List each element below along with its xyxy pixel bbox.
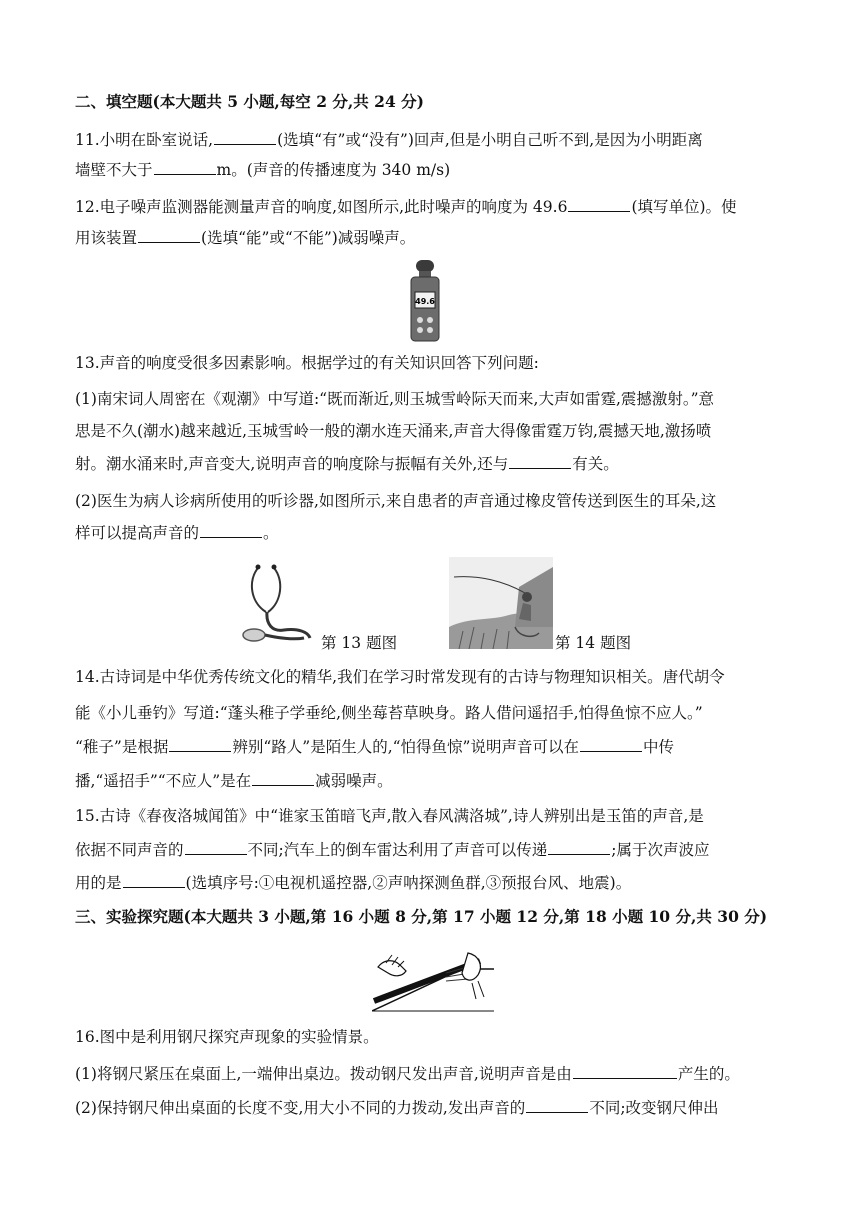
answer-blank[interactable]: [252, 771, 314, 786]
q14-line-4: 播,“遥招手”“不应人”是在 减弱噪声。: [75, 772, 393, 790]
answer-blank[interactable]: [214, 130, 276, 145]
steel-ruler-figure: [372, 943, 494, 1013]
section-2-title: 二、填空题(本大题共 5 小题,每空 2 分,共 24 分): [75, 92, 424, 111]
noise-meter-figure: [405, 258, 445, 344]
q16-intro: 16.图中是利用钢尺探究声现象的实验情景。: [75, 1028, 379, 1046]
answer-blank[interactable]: [580, 737, 642, 752]
q16-p1: (1)将钢尺紧压在桌面上,一端伸出桌边。拨动钢尺发出声音,说明声音是由 产生的。: [75, 1065, 740, 1083]
q15-line-1: 15.古诗《春夜洛城闻笛》中“谁家玉笛暗飞声,散入春风满洛城”,诗人辨别出是玉笛的声音,是: [75, 807, 704, 825]
answer-blank[interactable]: [154, 160, 216, 175]
fishing-child-figure: [449, 557, 553, 649]
q13-p2-line-2: 样可以提高声音的 。: [75, 524, 279, 542]
figure-13-caption: 第 13 题图: [321, 634, 398, 652]
answer-blank[interactable]: [123, 873, 185, 888]
q12-line-2: 用该装置 (选填“能”或“不能”)减弱噪声。: [75, 229, 416, 247]
figure-14-caption: 第 14 题图: [555, 634, 632, 652]
answer-blank[interactable]: [200, 523, 262, 538]
q13-p1-line-1: (1)南宋词人周密在《观潮》中写道:“既而渐近,则玉城雪岭际天而来,大声如雷霆,震撼激射。”意: [75, 390, 715, 408]
answer-blank[interactable]: [573, 1064, 677, 1079]
q13-intro: 13.声音的响度受很多因素影响。根据学过的有关知识回答下列问题:: [75, 354, 539, 372]
meter-reading-text: 49.6: [415, 297, 435, 306]
q15-line-3: 用的是 (选填序号:①电视机遥控器,②声呐探测鱼群,③预报台风、地震)。: [75, 874, 632, 892]
q13-p1-line-3: 射。潮水涌来时,声音变大,说明声音的响度除与振幅有关外,还与 有关。: [75, 455, 619, 473]
answer-blank[interactable]: [138, 228, 200, 243]
stethoscope-figure: [238, 562, 318, 648]
q16-p2: (2)保持钢尺伸出桌面的长度不变,用大小不同的力拨动,发出声音的 不同;改变钢尺伸出: [75, 1099, 719, 1117]
q11-line-2: 墙壁不大于 m。(声音的传播速度为 340 m/s): [75, 161, 451, 179]
q12-line-1: 12.电子噪声监测器能测量声音的响度,如图所示,此时噪声的响度为 49.6 (填写单位)。使: [75, 198, 737, 216]
answer-blank[interactable]: [509, 454, 571, 469]
q14-line-3: “稚子”是根据 辨别“路人”是陌生人的,“怕得鱼惊”说明声音可以在 中传: [75, 738, 674, 756]
q15-line-2: 依据不同声音的 不同;汽车上的倒车雷达利用了声音可以传递 ;属于次声波应: [75, 841, 710, 859]
answer-blank[interactable]: [185, 840, 247, 855]
answer-blank[interactable]: [169, 737, 231, 752]
q13-p2-line-1: (2)医生为病人诊病所使用的听诊器,如图所示,来自患者的声音通过橡皮管传送到医生的耳朵,这: [75, 492, 717, 510]
answer-blank[interactable]: [568, 197, 630, 212]
q14-line-1: 14.古诗词是中华优秀传统文化的精华,我们在学习时常发现有的古诗与物理知识相关。唐代胡令: [75, 668, 725, 686]
q11-line-1: 11.小明在卧室说话, (选填“有”或“没有”)回声,但是小明自己听不到,是因为小明距离: [75, 131, 703, 149]
answer-blank[interactable]: [526, 1098, 588, 1113]
q13-p1-line-2: 思是不久(潮水)越来越近,玉城雪岭一般的潮水连天涌来,声音大得像雷霆万钧,震撼天地,激扬喷: [75, 422, 712, 440]
q14-line-2: 能《小儿垂钓》写道:“蓬头稚子学垂纶,侧坐莓苔草映身。路人借问遥招手,怕得鱼惊不应人。”: [75, 704, 703, 722]
section-3-title: 三、实验探究题(本大题共 3 小题,第 16 小题 8 分,第 17 小题 12 分,第 18 小题 10 分,共 30 分): [75, 907, 768, 926]
answer-blank[interactable]: [548, 840, 610, 855]
